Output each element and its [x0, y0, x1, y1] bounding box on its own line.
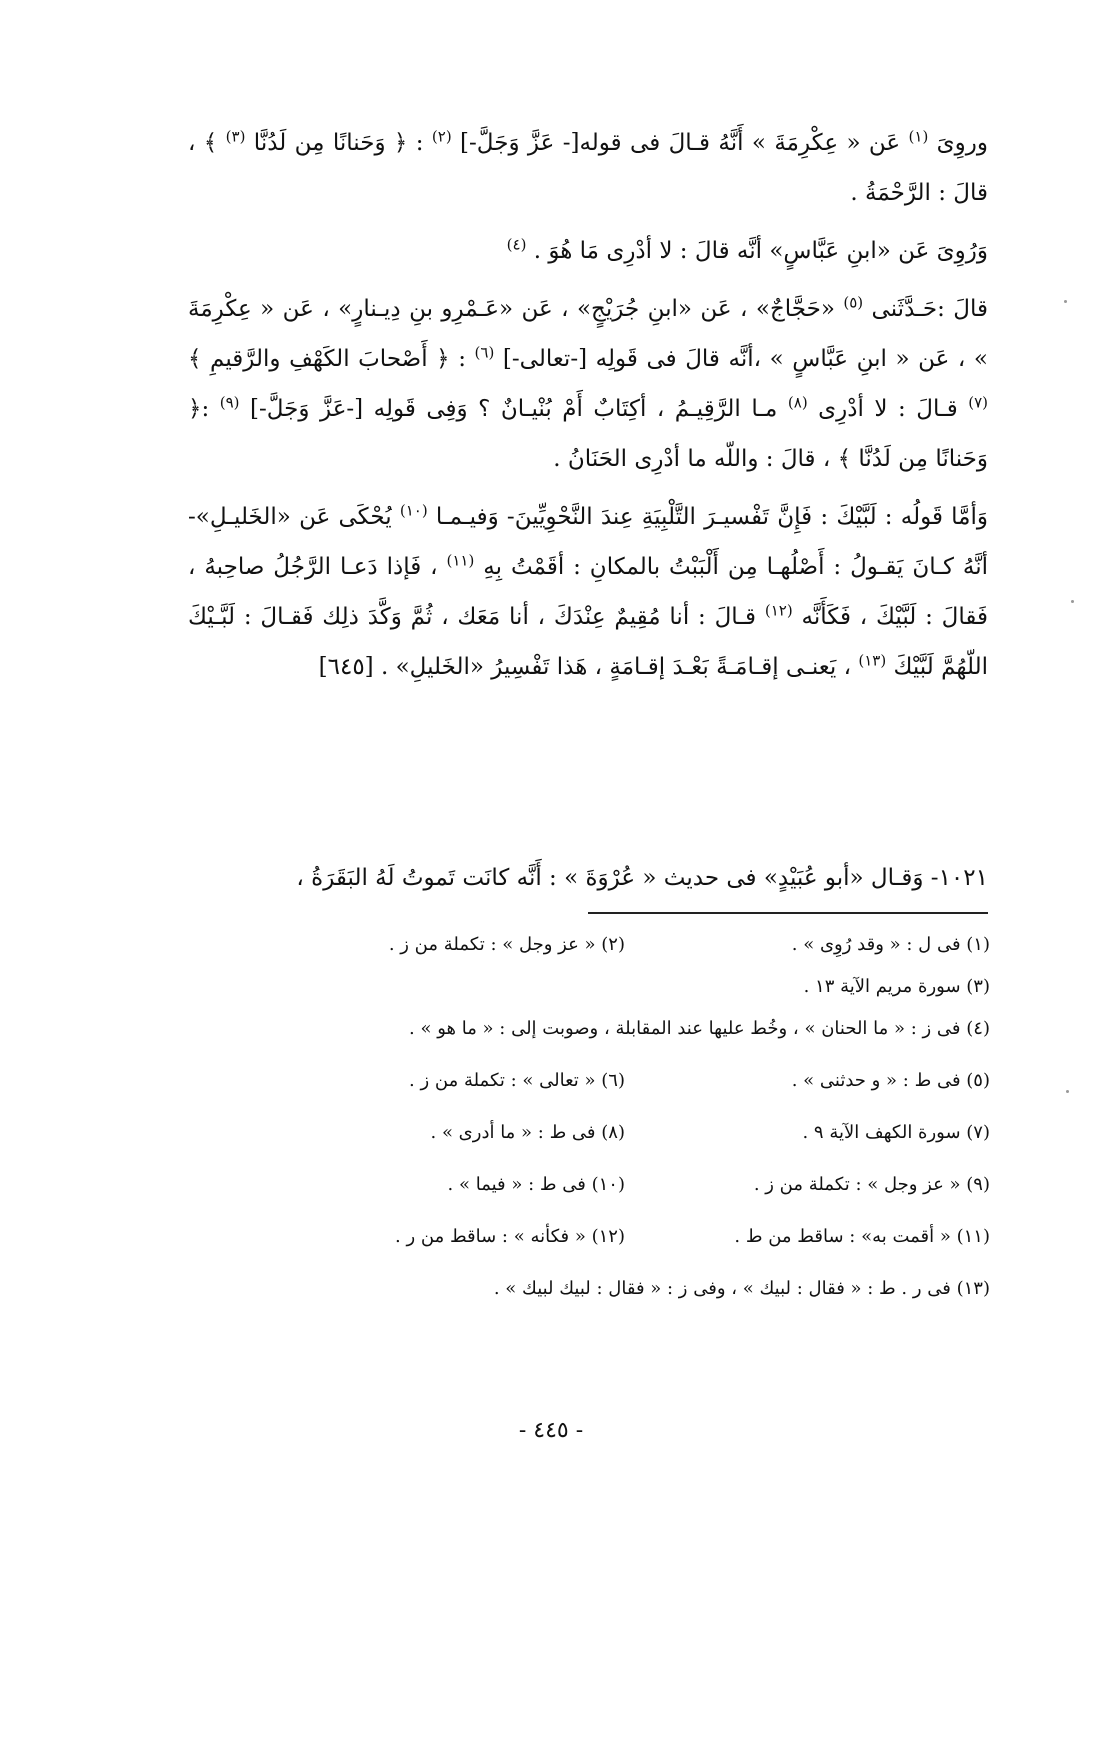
text-run: قالَ :حَـدَّثَنى	[863, 296, 988, 322]
text-run: وروِىَ	[928, 130, 989, 156]
paragraph	[188, 284, 988, 484]
footnote: (٣) سورة مريم الآية ١٣ .	[803, 976, 990, 997]
scan-speck	[1066, 1090, 1069, 1093]
footnote-marker: (١١)	[446, 551, 475, 570]
footnote: (١) فى ل : « وقد رُوِى » .	[791, 934, 990, 955]
text-run: مـا الرَّقِيـمُ ، أكِتَابٌ أَمْ بُنْيـانٌ ؟ وَفِى قَولِه [-عَزَّ وَجَلَّ-]	[239, 396, 788, 422]
text-run: ، فَإذا دَعـا الرَّجُلُ صاحِبهُ ، فَقالَ : لَبَّيْكَ ، فَكَأَنَّه	[188, 554, 988, 630]
footnote-row	[260, 1170, 990, 1200]
text-run: وَرُوِىَ عَن «ابنِ عَبَّاسٍ» أنَّه قالَ : لا أدْرِى مَا هُوَ .	[526, 238, 988, 264]
footnote-marker: (٣)	[225, 127, 246, 146]
footnote: (١١) « أقمت به» : ساقط من ط .	[734, 1226, 990, 1247]
paragraph	[188, 492, 988, 692]
text-run: ، يَعنـى إقـامَـةً بَعْـدَ إقـامَةٍ ، هَذا تَفْسِيرُ «الخَليلِ» . [٦٤٥]	[318, 654, 859, 680]
footnote: (٩) « عز وجل » : تكملة من ز .	[753, 1174, 990, 1195]
footnote-row	[260, 1222, 990, 1252]
paragraph	[188, 118, 988, 218]
footnote-marker: (١٢)	[764, 601, 793, 620]
text-run: يُحْكَى عَن «الخَليـلِ»- أنَّهُ كـانَ يَقـولُ : أَصْلُهـا مِن أَلْبَبْتُ بالمكانِ : أقَمْتُ بِهِ	[188, 504, 989, 580]
footnote-marker: (١)	[908, 127, 929, 146]
footnote-marker: (٨)	[787, 393, 808, 412]
footnote-row	[260, 1118, 990, 1148]
text-run: قـالَ : لا أدْرِى	[807, 396, 969, 422]
footnote-row	[260, 930, 990, 960]
footnote-marker: (٢)	[431, 127, 452, 146]
text-run: عَن « عِكْرِمَةَ » أَنَّهُ قـالَ فى قوله[- عَزَّ وَجَلَّ-]	[451, 130, 909, 156]
footnotes	[260, 930, 990, 1326]
footnote-row	[260, 1274, 990, 1304]
footnote-separator-rule	[588, 912, 988, 914]
footnote: (٤) فى ز : « ما الحنان » ، وخُط عليها عند المقابلة ، وصوبت إلى : « ما هو » .	[409, 1018, 990, 1039]
footnote-marker: (٩)	[219, 393, 240, 412]
footnote-row	[260, 1014, 990, 1044]
footnote: (٢) « عز وجل » : تكملة من ز .	[388, 934, 625, 955]
footnote: (٧) سورة الكهف الآية ٩ .	[802, 1122, 990, 1143]
footnote-marker: (٧)	[968, 393, 989, 412]
text-run: : ﴿ وَحَنانًا مِن لَدُنَّا	[245, 130, 432, 156]
page-number: - ٤٤٥ -	[518, 1418, 584, 1443]
footnote-row	[260, 1066, 990, 1096]
footnote-row	[260, 972, 990, 1002]
paragraph	[188, 226, 988, 276]
text-run: ﴾ ، قالَ : الرَّحْمَةُ .	[188, 130, 988, 206]
text-run: «حَجَّاجٌ» ، عَن «ابنِ جُرَيْجٍ» ، عَن «عَـمْرِو بنِ دِيـنارٍ» ، عَن « عِكْرِمَةَ » ، عَن « ابنِ عَبَّاسٍ » ،أنَّه قالَ فى قَولِه [-تعالى-]	[188, 296, 988, 372]
text-run: وَأمَّا قَولُه : لَبَّيْكَ : فَإِنَّ تَفْسيـرَ التَّلْبِيَةِ عِندَ النَّحْوِيِّينَ- وَفيـمـا	[427, 504, 988, 530]
footnote-marker: (١٠)	[399, 501, 428, 520]
scan-speck	[1064, 300, 1067, 303]
footnote-marker: (٦)	[474, 343, 495, 362]
footnote-marker: (٤)	[506, 235, 527, 254]
footnote-marker: (١٣)	[858, 651, 887, 670]
main-text	[188, 118, 988, 700]
next-entry-line: ١٠٢١- وَقـال «أبو عُبَيْدٍ» فى حديث « عُرْوَةَ » : أَنَّه كانَت تَموتُ لَهُ البَقَرَةُ ،	[296, 865, 988, 891]
footnote: (١٢) « فكأنه » : ساقط من ر .	[395, 1226, 625, 1247]
footnote: (١٠) فى ط : « فيما » .	[447, 1174, 625, 1195]
footnote-marker: (٥)	[843, 293, 864, 312]
scan-speck	[1071, 600, 1074, 603]
footnote: (٦) « تعالى » : تكملة من ز .	[409, 1070, 625, 1091]
text-run: :﴿ وَحَنانًا مِن لَدُنَّا ﴾ ، قالَ : واللّه ما أدْرِى الحَنَانُ .	[188, 396, 988, 472]
footnote: (٨) فى ط : « ما أدرى » .	[430, 1122, 625, 1143]
footnote: (١٣) فى ر . ط : « فقال : لبيك » ، وفى ز : « فقال : لبيك لبيك » .	[493, 1278, 990, 1299]
text-run: قـالَ : أنا مُقِيمٌ عِنْدَكَ ، أنا مَعَك ، ثُمَّ وَكَّدَ ذلِك فَقـالَ : لَبَّـيْكَ اللّهُمَّ لَبَّيْكَ	[188, 604, 988, 680]
footnote: (٥) فى ط : « و حدثنى » .	[791, 1070, 990, 1091]
text-run: : ﴿ أَصْحابَ الكَهْفِ والرَّقيمِ ﴾	[188, 346, 475, 372]
